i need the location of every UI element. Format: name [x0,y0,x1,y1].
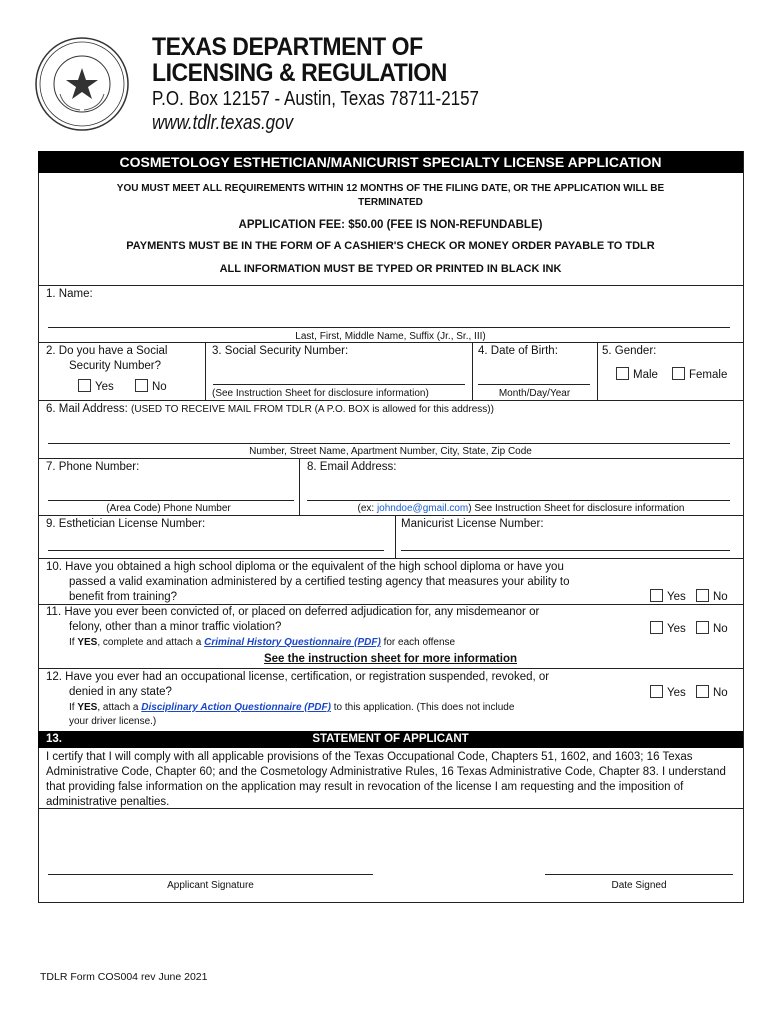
mail-address-label: 6. Mail Address: (USED TO RECEIVE MAIL FROM TDLR (A P.O. BOX is allowed for this address)) [46,403,494,415]
form-id-footer: TDLR Form COS004 rev June 2021 [40,971,208,983]
manicurist-license-input[interactable] [401,550,730,551]
q11-text-1: 11. Have you ever been convicted of, or placed on deferred adjudication for, any misdemeanor or [46,606,540,618]
form-title: COSMETOLOGY ESTHETICIAN/MANICURIST SPECIALTY LICENSE APPLICATION [38,151,743,173]
q11-no-checkbox[interactable]: No [696,621,728,635]
org-name-line2: LICENSING & REGULATION [152,59,447,87]
ssn-no-checkbox[interactable]: No [135,379,167,393]
ssn-input[interactable] [213,384,465,385]
q11-text-2: felony, other than a minor traffic violation? [69,621,282,633]
instruction-sheet-note: See the instruction sheet for more information [263,653,518,665]
applicant-signature-input[interactable] [48,874,373,875]
q10-text-1: 10. Have you obtained a high school diploma or the equivalent of the high school diploma or have you [46,561,564,573]
dob-input[interactable] [478,384,590,385]
org-name-line1: TEXAS DEPARTMENT OF [152,33,423,61]
q10-text-2: passed a valid examination administered by a certified testing agency that measures your ability to [69,576,570,588]
q10-text-3: benefit from training? [69,591,178,603]
mail-address-input[interactable] [48,443,730,444]
manicurist-license-label: Manicurist License Number: [401,518,544,530]
q12-text-1: 12. Have you ever had an occupational license, certification, or registration suspended, revoked, or [46,671,550,683]
statement-title: STATEMENT OF APPLICANT [312,733,469,745]
q12-yes-checkbox[interactable]: Yes [650,685,686,699]
ssn-question-label-2: Security Number? [69,360,162,372]
q10-yes-checkbox[interactable]: Yes [650,589,686,603]
esthetician-license-input[interactable] [48,550,384,551]
ssn-label: 3. Social Security Number: [212,345,349,357]
phone-input[interactable] [48,500,294,501]
ink-notice: ALL INFORMATION MUST BE TYPED OR PRINTED IN BLACK INK [219,263,562,275]
name-input[interactable] [48,327,730,328]
ssn-question-label-1: 2. Do you have a Social [46,345,168,357]
phone-label: 7. Phone Number: [46,461,140,473]
ssn-caption: (See Instruction Sheet for disclosure information) [212,388,429,399]
application-fee: APPLICATION FEE: $50.00 (FEE IS NON-REFUNDABLE) [238,219,543,231]
name-label: 1. Name: [46,288,93,300]
q12-no-checkbox[interactable]: No [696,685,728,699]
q12-text-2: denied in any state? [69,686,172,698]
q10-no-checkbox[interactable]: No [696,589,728,603]
payment-notice: PAYMENTS MUST BE IN THE FORM OF A CASHIER'S CHECK OR MONEY ORDER PAYABLE TO TDLR [126,240,655,252]
requirement-notice-line1: YOU MUST MEET ALL REQUIREMENTS WITHIN 12 MONTHS OF THE FILING DATE, OR THE APPLICATION WILL BE [116,183,665,194]
dob-label: 4. Date of Birth: [478,345,558,357]
gender-male-checkbox[interactable]: Male [616,367,658,381]
q11-note: If YES, complete and attach a Criminal History Questionnaire (PDF) for each offense [69,637,456,648]
q11-yes-checkbox[interactable]: Yes [650,621,686,635]
gender-female-checkbox[interactable]: Female [672,367,727,381]
q12-note: If YES, attach a Disciplinary Action Questionnaire (PDF) to this application. (This does not include [69,702,515,713]
org-address: P.O. Box 12157 - Austin, Texas 78711-2157 [152,88,480,110]
criminal-history-questionnaire-link[interactable]: Criminal History Questionnaire (PDF) [204,637,381,648]
date-caption: Date Signed [611,880,667,891]
statement-number: 13. [46,733,62,745]
signature-caption: Applicant Signature [167,880,254,891]
tdlr-seal-logo [34,36,130,132]
ssn-yes-checkbox[interactable]: Yes [78,379,114,393]
email-input[interactable] [307,500,730,501]
mail-address-caption: Number, Street Name, Apartment Number, City, State, Zip Code [249,446,532,457]
email-caption: (ex: johndoe@gmail.com) See Instruction Sheet for disclosure information [357,503,685,514]
phone-caption: (Area Code) Phone Number [106,503,231,514]
gender-label: 5. Gender: [602,345,657,357]
esthetician-license-label: 9. Esthetician License Number: [46,518,206,530]
disciplinary-action-questionnaire-link[interactable]: Disciplinary Action Questionnaire (PDF) [141,702,331,713]
date-signed-input[interactable] [545,874,733,875]
org-website[interactable]: www.tdlr.texas.gov [152,112,294,134]
dob-caption: Month/Day/Year [498,388,571,399]
statement-text: I certify that I will comply with all applicable provisions of the Texas Occupational Code, Chapters 51, 1602, and 1603; 16 Texas Administrative Code, Chapter 60; and the Cosmetology Administrative Rules, 16 Texas Administrative Code, Chapter 83. I understand that providing false information on the application may result in revocation of the license I am requesting and the imposition of administrative penalties. [46,751,726,808]
requirement-notice-line2: TERMINATED [358,197,423,208]
q12-note-2: your driver license.) [69,716,157,727]
name-caption: Last, First, Middle Name, Suffix (Jr., Sr., III) [295,331,486,342]
email-label: 8. Email Address: [307,461,397,473]
